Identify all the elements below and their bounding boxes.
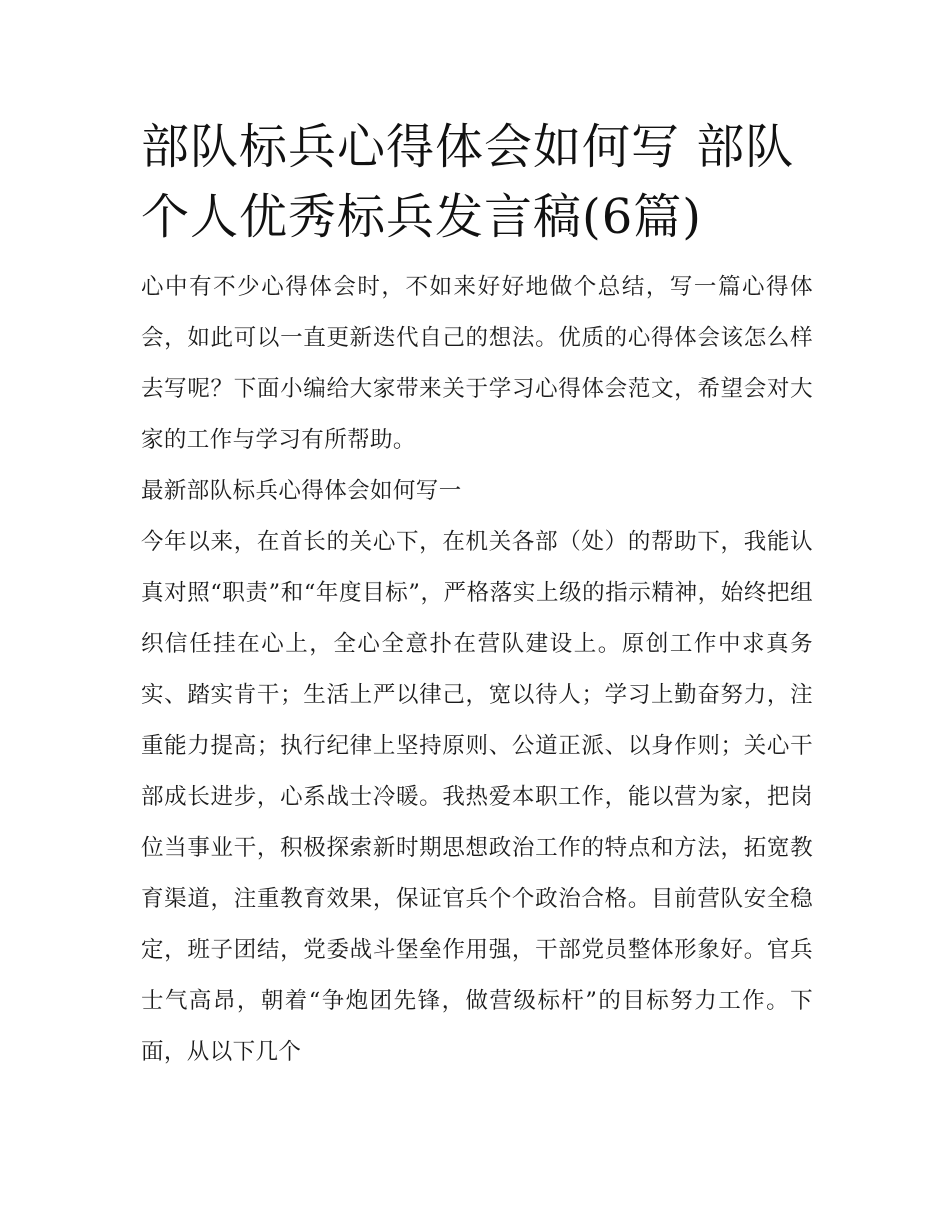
section-heading: 最新部队标兵心得体会如何写一 [141,478,462,504]
intro-paragraph: 心中有不少心得体会时，不如来好好地做个总结，写一篇心得体会，如此可以一直更新迭代自己的想法。优质的心得体会该怎么样去写呢？下面小编给大家带来关于学习心得体会范文，希望会对大家的工作与学习有所帮助。 [141,274,813,453]
body-paragraph: 今年以来，在首长的关心下，在机关各部（处）的帮助下，我能认真对照“职责”和“年度目标”，严格落实上级的指示精神，始终把组织信任挂在心上，全心全意扑在营队建设上。原创工作中求真务实、踏实肯干；生活上严以律己，宽以待人；学习上勤奋努力，注重能力提高；执行纪律上坚持原则、公道正派、以身作则；关心干部成长进步，心系战士冷暖。我热爱本职工作，能以营为家，把岗位当事业干，积极探索新时期思想政治工作的特点和方法，拓宽教育渠道，注重教育效果，保证官兵个个政治合格。目前营队安全稳定，班子团结，党委战斗堡垒作用强，干部党员整体形象好。官兵士气高昂，朝着“争炮团先锋，做营级标杆”的目标努力工作。下面，从以下几个 [141,529,813,1065]
document-title: 部队标兵心得体会如何写 部队个人优秀标兵发言稿(6篇) [141,119,795,245]
document-content [141,112,813,1078]
